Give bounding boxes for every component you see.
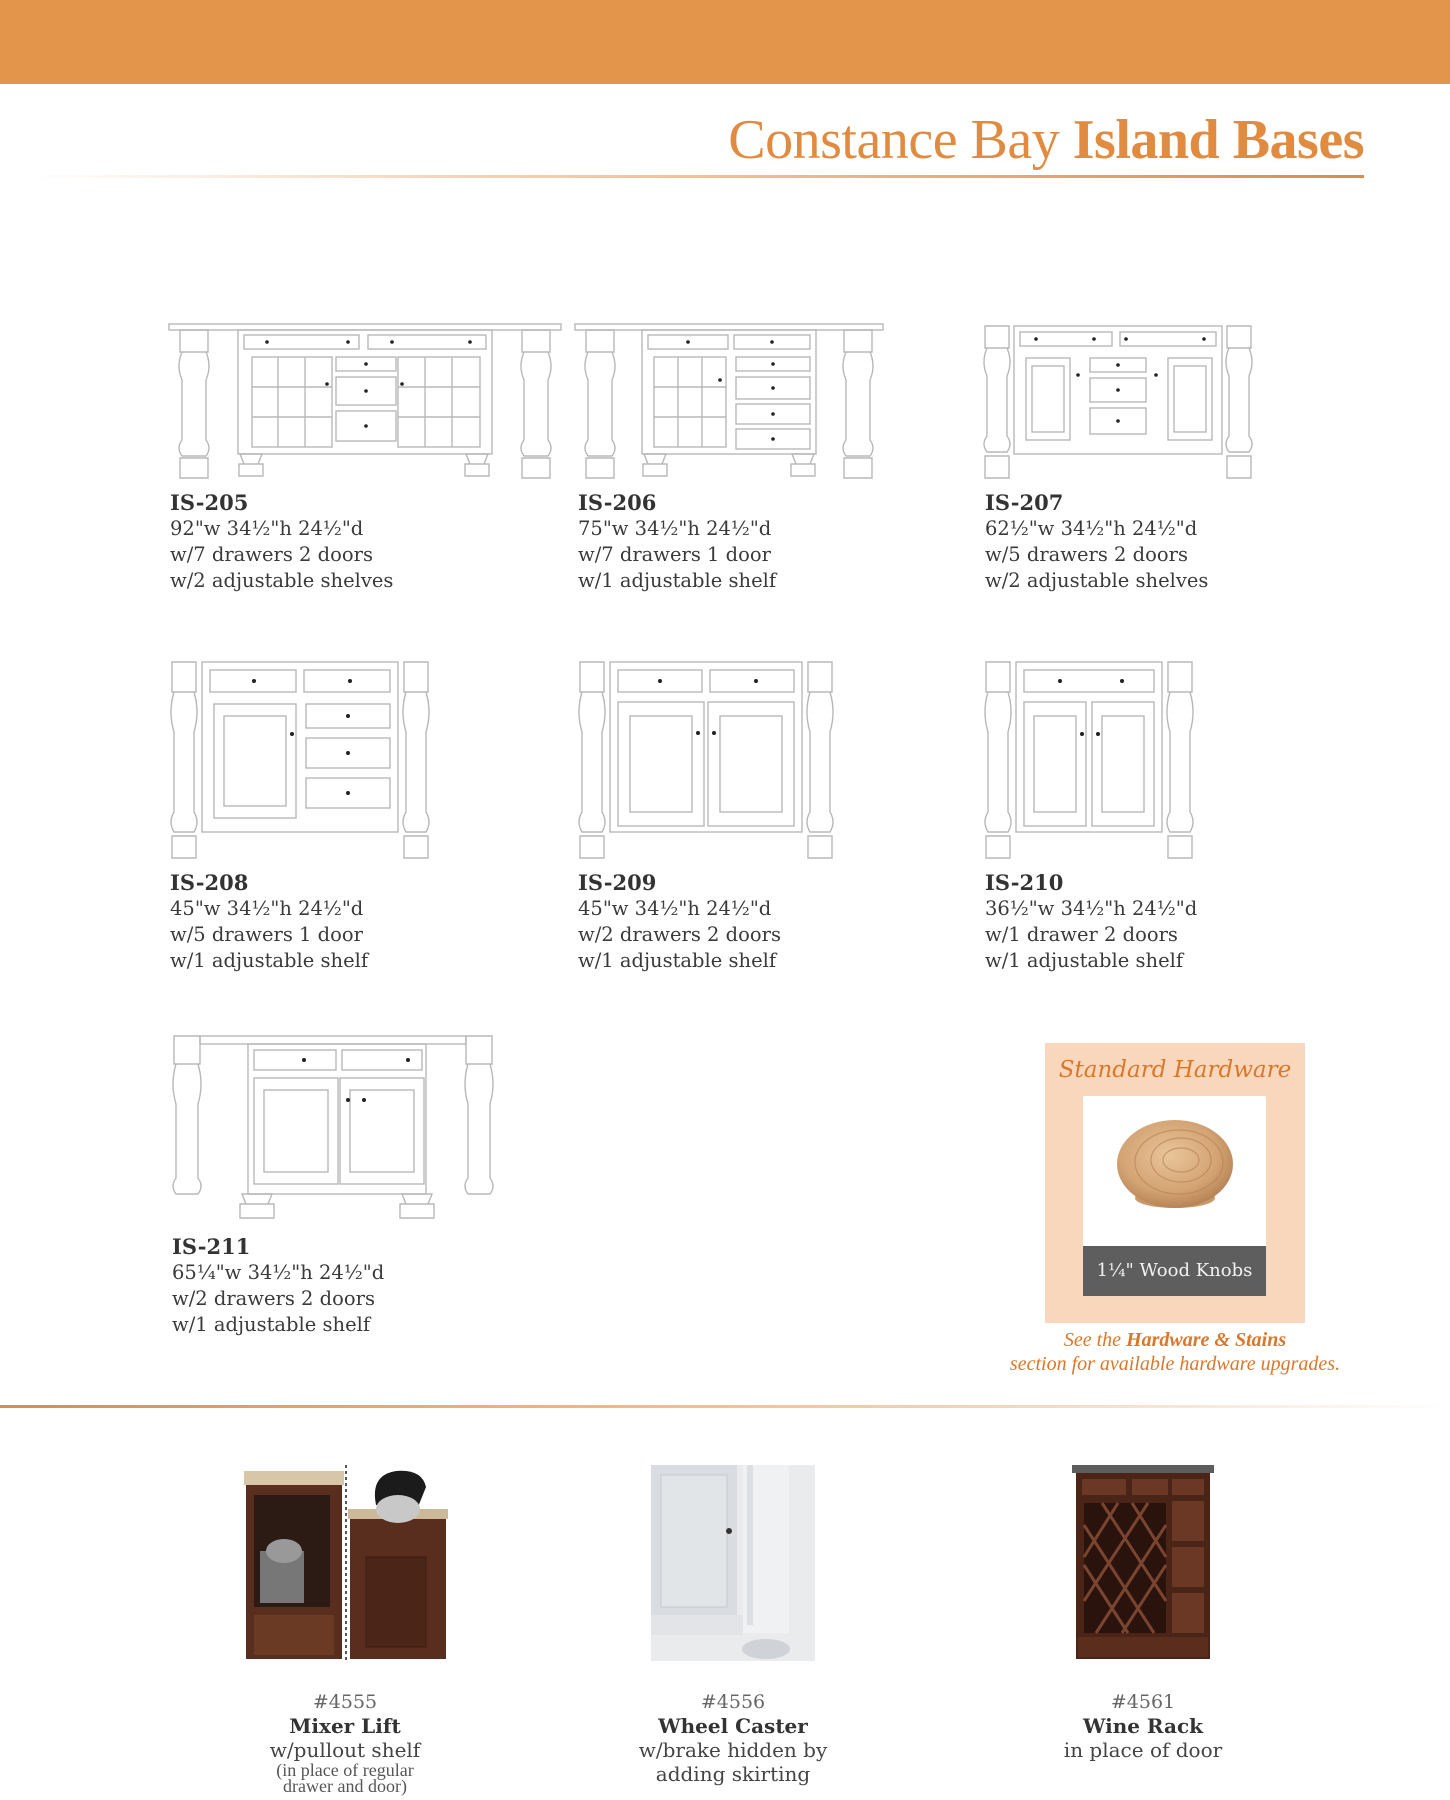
model-code: IS-209 [578, 870, 657, 895]
spec-is-209 [578, 870, 781, 974]
accessory-number: #4555 [312, 1691, 378, 1713]
model-shelves: w/1 adjustable shelf [985, 949, 1184, 972]
model-config: w/7 drawers 1 door [578, 543, 771, 566]
standard-hardware-panel [1045, 1043, 1305, 1323]
drawing-is-210 [982, 660, 1200, 862]
model-code: IS-207 [985, 490, 1064, 515]
accessory-note: drawer and door) [283, 1776, 407, 1796]
model-size: 45"w 34½"h 24½"d [170, 897, 364, 920]
accessory-note: (in place of regular [276, 1760, 414, 1780]
model-config: w/2 drawers 2 doors [172, 1287, 375, 1310]
accessory-number: #4561 [1110, 1691, 1176, 1713]
spec-is-205 [170, 490, 393, 594]
header-band [0, 0, 1450, 84]
hardware-title: Standard Hardware [1058, 1057, 1292, 1083]
note-prefix: See the [1063, 1329, 1122, 1351]
drawing-is-208 [168, 660, 436, 862]
model-size: 62½"w 34½"h 24½"d [985, 517, 1198, 540]
spec-is-206 [578, 490, 776, 594]
model-size: 75"w 34½"h 24½"d [578, 517, 772, 540]
drawing-is-209 [574, 660, 842, 862]
note-suffix: section for available hardware upgrades. [1009, 1353, 1341, 1375]
accessory-name: Mixer Lift [289, 1714, 401, 1738]
model-code: IS-210 [985, 870, 1064, 895]
hardware-note [990, 1328, 1360, 1376]
title-divider [30, 175, 1364, 178]
spec-is-210 [985, 870, 1197, 974]
accessory-detail: adding skirting [655, 1762, 811, 1786]
note-link-text: Hardware & Stains [1126, 1329, 1287, 1351]
accessory-wheel-caster [608, 1690, 858, 1786]
accessory-wine-rack [1018, 1690, 1268, 1762]
model-size: 65¼"w 34½"h 24½"d [172, 1261, 385, 1284]
accessory-detail: w/brake hidden by [638, 1738, 828, 1762]
wine-rack-photo [1072, 1465, 1214, 1661]
spec-is-207 [985, 490, 1208, 594]
drawing-is-211 [170, 1034, 500, 1224]
drawing-is-205 [168, 322, 562, 482]
model-size: 45"w 34½"h 24½"d [578, 897, 772, 920]
drawing-is-206 [574, 322, 884, 482]
accessory-mixer-lift [220, 1690, 470, 1794]
model-config: w/5 drawers 1 door [170, 923, 363, 946]
model-size: 36½"w 34½"h 24½"d [985, 897, 1198, 920]
drawing-is-207 [982, 322, 1254, 482]
accessory-number: #4556 [700, 1691, 766, 1713]
title-bold: Island Bases [1072, 109, 1364, 171]
knob-label: 1¼" Wood Knobs [1083, 1246, 1266, 1296]
wood-knob-photo [1083, 1096, 1266, 1296]
model-shelves: w/1 adjustable shelf [170, 949, 369, 972]
model-shelves: w/2 adjustable shelves [985, 569, 1209, 592]
spec-is-208 [170, 870, 368, 974]
accessory-detail: w/pullout shelf [269, 1738, 421, 1762]
mixer-lift-photo [242, 1465, 448, 1661]
title-light: Constance Bay [728, 109, 1060, 171]
model-config: w/7 drawers 2 doors [170, 543, 373, 566]
accessory-detail: in place of door [1063, 1738, 1223, 1762]
model-config: w/1 drawer 2 doors [985, 923, 1178, 946]
accessory-name: Wine Rack [1082, 1714, 1203, 1738]
spec-is-211 [172, 1234, 384, 1338]
section-divider [0, 1405, 1450, 1408]
model-shelves: w/2 adjustable shelves [170, 569, 394, 592]
model-shelves: w/1 adjustable shelf [578, 949, 777, 972]
model-config: w/2 drawers 2 doors [578, 923, 781, 946]
model-code: IS-208 [170, 870, 249, 895]
model-shelves: w/1 adjustable shelf [578, 569, 777, 592]
model-code: IS-206 [578, 490, 657, 515]
model-config: w/5 drawers 2 doors [985, 543, 1188, 566]
model-code: IS-205 [170, 490, 249, 515]
accessory-name: Wheel Caster [658, 1714, 808, 1738]
model-code: IS-211 [172, 1234, 251, 1259]
model-shelves: w/1 adjustable shelf [172, 1313, 371, 1336]
model-size: 92"w 34½"h 24½"d [170, 517, 364, 540]
wood-knob-icon [1083, 1096, 1266, 1246]
page-title [728, 108, 1364, 172]
wheel-caster-photo [651, 1465, 815, 1661]
